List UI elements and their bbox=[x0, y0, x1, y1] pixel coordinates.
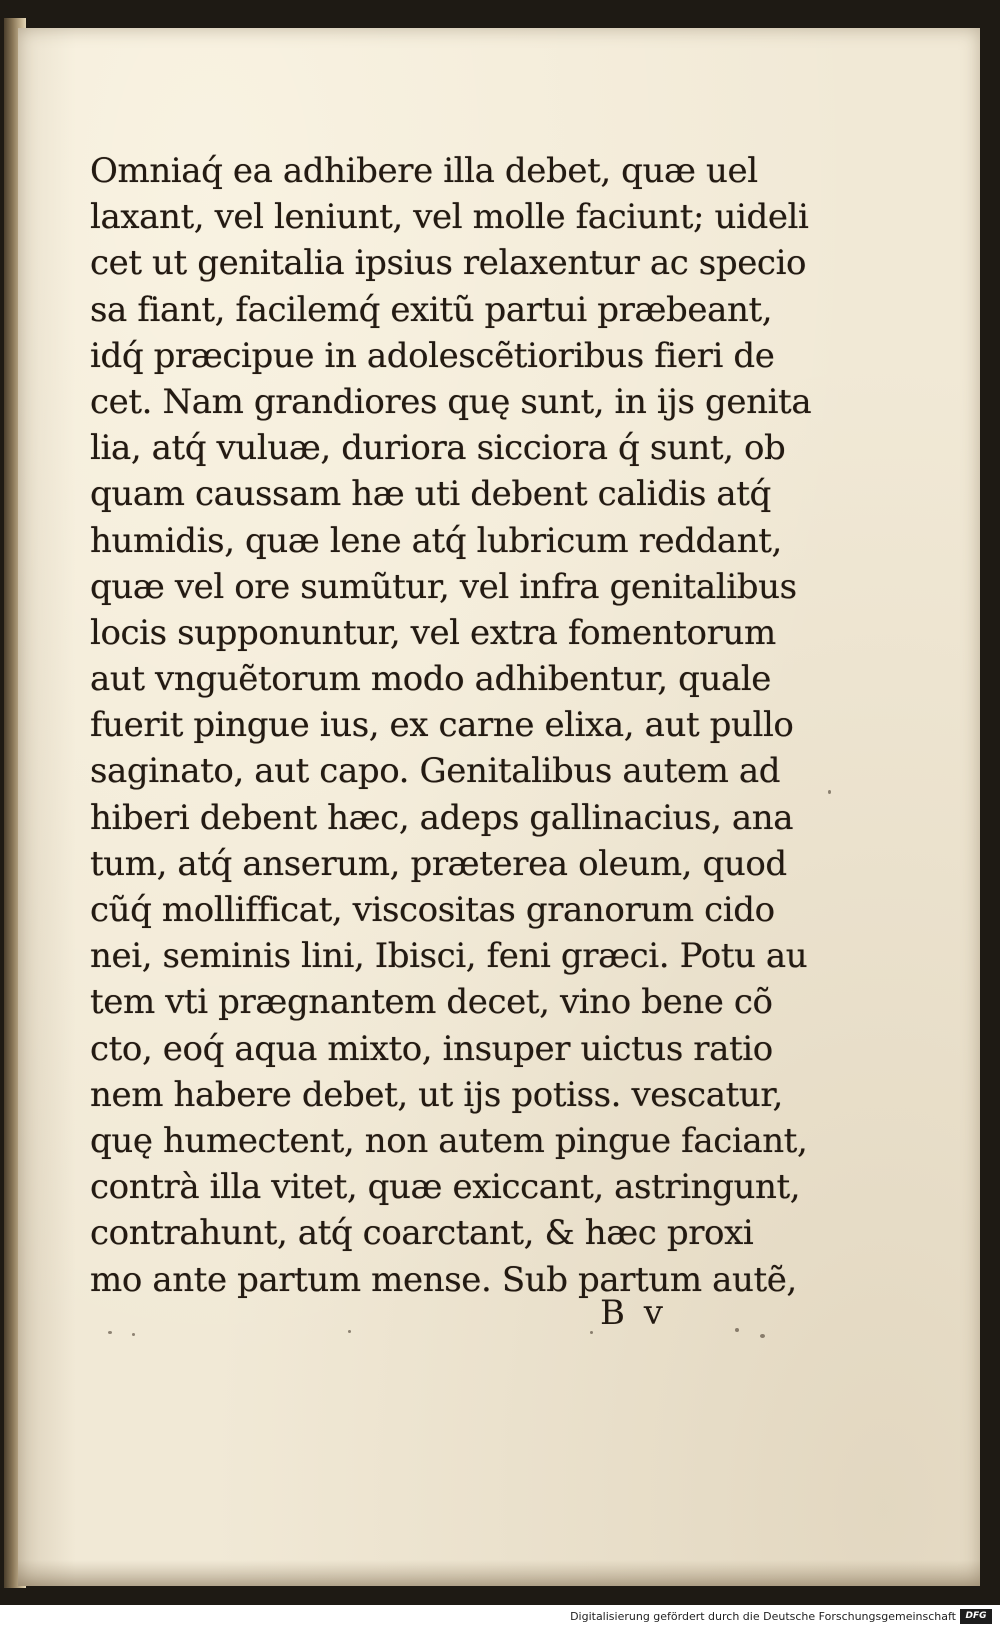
text-line: cto, eoq́ aqua mixto, insuper uictus ratio bbox=[90, 1028, 773, 1069]
text-line: quæ vel ore sumũtur, vel infra genitalibus bbox=[90, 566, 797, 607]
ink-speck bbox=[108, 1331, 112, 1334]
ink-speck bbox=[590, 1331, 593, 1334]
ink-speck bbox=[132, 1333, 135, 1336]
text-line: laxant, vel leniunt, vel molle faciunt; uideli bbox=[90, 197, 809, 238]
funding-credit: Digitalisierung gefördert durch die Deutsche Forschungsgemeinschaft bbox=[570, 1610, 956, 1623]
text-line: saginato, aut capo. Genitalibus autem ad bbox=[90, 751, 781, 792]
page-lower-shadow bbox=[18, 1560, 980, 1586]
text-line: humidis, quæ lene atq́ lubricum reddant, bbox=[90, 520, 782, 561]
ink-speck bbox=[348, 1330, 351, 1333]
text-line: tum, atq́ anserum, præterea oleum, quod bbox=[90, 843, 787, 884]
dfg-logo: DFG bbox=[960, 1609, 992, 1624]
ink-speck bbox=[760, 1334, 765, 1338]
text-line: nei, seminis lini, Ibisci, feni græci. Potu au bbox=[90, 936, 808, 977]
text-line: hiberi debent hæc, adeps gallinacius, ana bbox=[90, 797, 794, 838]
ink-speck bbox=[828, 790, 831, 794]
text-line: fuerit pingue ius, ex carne elixa, aut pullo bbox=[90, 705, 794, 746]
page-text-block bbox=[90, 148, 812, 1303]
text-line: Omniaq́ ea adhibere illa debet, quæ uel bbox=[90, 151, 758, 191]
text-line: sa fiant, facilemq́ exitũ partui præbeant, bbox=[90, 289, 773, 330]
text-line: cũq́ mollifficat, viscositas granorum cido bbox=[90, 890, 775, 930]
text-line: idq́ præcipue in adolescẽtioribus fieri de bbox=[90, 335, 775, 376]
text-line: aut vnguẽtorum modo adhibentur, quale bbox=[90, 659, 772, 700]
ink-speck bbox=[735, 1328, 739, 1332]
text-line: cet ut genitalia ipsius relaxentur ac specio bbox=[90, 243, 807, 284]
text-line: contrahunt, atq́ coarctant, & hæc proxi bbox=[90, 1213, 754, 1254]
text-line: lia, atq́ vuluæ, duriora sicciora q́ sunt, ob bbox=[90, 428, 786, 469]
text-line: locis supponuntur, vel extra fomentorum bbox=[90, 612, 776, 653]
signature-mark: B v bbox=[600, 1293, 668, 1333]
text-line: quę humectent, non autem pingue faciant, bbox=[90, 1120, 808, 1161]
text-line: nem habere debet, ut ijs potiss. vescatur, bbox=[90, 1074, 783, 1115]
text-line: cet. Nam grandiores quę sunt, in ijs genita bbox=[90, 381, 812, 422]
text-line: tem vti prægnantem decet, vino bene cõ bbox=[90, 982, 773, 1023]
text-line: quam caussam hæ uti debent calidis atq́ bbox=[90, 474, 771, 515]
text-line: mo ante partum mense. Sub partum autẽ, bbox=[90, 1259, 797, 1300]
text-line: contrà illa vitet, quæ exiccant, astringunt, bbox=[90, 1167, 801, 1208]
